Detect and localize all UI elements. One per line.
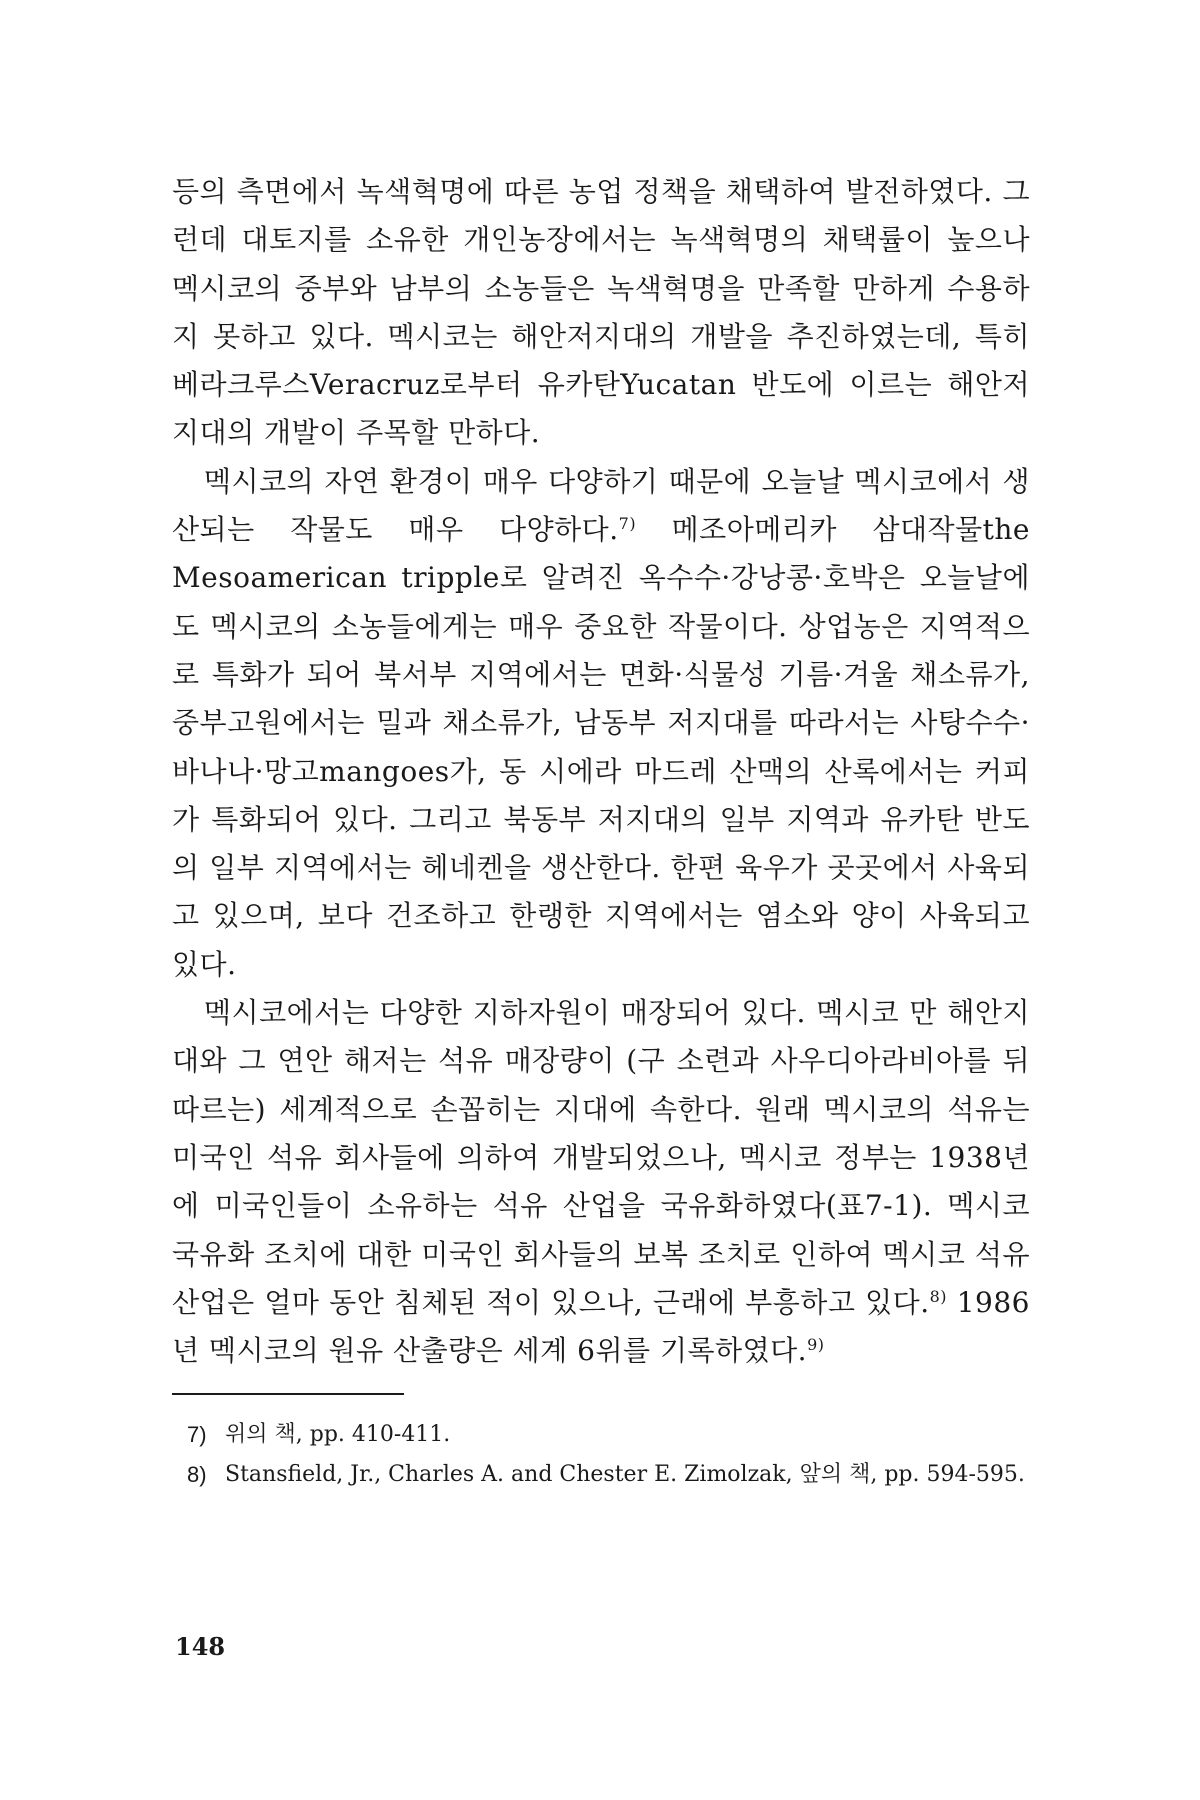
footnote-7 <box>187 1415 1030 1455</box>
paragraph-3-text-b: 1986년 멕시코의 원유 산출량은 세계 6위를 기록하였다. <box>172 1285 1030 1368</box>
paragraph-3 <box>172 989 1030 1375</box>
footnote-ref-9: 9) <box>807 1335 825 1355</box>
footnote-8 <box>187 1455 1030 1495</box>
page-body <box>172 168 1030 1495</box>
footnote-number: 7) <box>187 1422 207 1448</box>
paragraph-2-text-b: 메조아메리카 삼대작물the Mesoamerican tripple로 알려진 옥수수·강낭콩·호박은 오늘날에도 멕시코의 소농들에게는 매우 중요한 작물이다. 상업농은 지역적으로 특화가 되어 북서부 지역에서는 면화·식물성 기름·겨울 채소류가, 중부고원에서는 밀과 채소류가, 남동부 저지대를 따라서는 사탕수수·바나나·망고mangoes가, 동 시에라 마드레 산맥의 산록에서는 커피가 특화되어 있다. 그리고 북동부 저지대의 일부 지역과 유카탄 반도의 일부 지역에서는 헤네켄을 생산한다. 한편 육우가 곳곳에서 사육되고 있으며, 보다 건조하고 한랭한 지역에서는 염소와 양이 사육되고 있다. <box>172 513 1030 981</box>
footnote-ref-8: 8) <box>929 1286 948 1306</box>
footnote-separator <box>172 1393 404 1395</box>
paragraph-1: 등의 측면에서 녹색혁명에 따른 농업 정책을 채택하여 발전하였다. 그런데 대토지를 소유한 개인농장에서는 녹색혁명의 채택률이 높으나 멕시코의 중부와 남부의 소농들은 녹색혁명을 만족할 만하게 수용하지 못하고 있다. 멕시코는 해안저지대의 개발을 추진하였는데, 특히 베라크루스Veracruz로부터 유카탄Yucatan 반도에 이르는 해안저지대의 개발이 주목할 만하다. <box>172 175 1030 450</box>
footnote-number: 8) <box>187 1462 207 1488</box>
main-text <box>172 168 1030 1375</box>
page-number: 148 <box>175 1632 226 1661</box>
footnotes <box>187 1415 1030 1495</box>
footnote-text: Stansfield, Jr., Charles A. and Chester E. Zimolzak, 앞의 책, pp. 594-595. <box>225 1462 1025 1488</box>
paragraph-2 <box>172 458 1030 989</box>
paragraph-3-text-a: 멕시코에서는 다양한 지하자원이 매장되어 있다. 멕시코 만 해안지대와 그 연안 해저는 석유 매장량이 (구 소련과 사우디아라비아를 뒤따르는) 세계적으로 손꼽히는 지대에 속한다. 원래 멕시코의 석유는 미국인 석유 회사들에 의하여 개발되었으나, 멕시코 정부는 1938년에 미국인들이 소유하는 석유 산업을 국유화하였다(표7-1). 멕시코 국유화 조치에 대한 미국인 회사들의 보복 조치로 인하여 멕시코 석유 산업은 얼마 동안 침체된 적이 있으나, 근래에 부흥하고 있다. <box>172 996 1030 1319</box>
paragraph-2-text-a: 멕시코의 자연 환경이 매우 다양하기 때문에 오늘날 멕시코에서 생산되는 작물도 매우 다양하다. <box>172 464 1030 547</box>
footnote-ref-7: 7) <box>618 514 637 534</box>
footnote-text: 위의 책, pp. 410-411. <box>225 1422 451 1448</box>
